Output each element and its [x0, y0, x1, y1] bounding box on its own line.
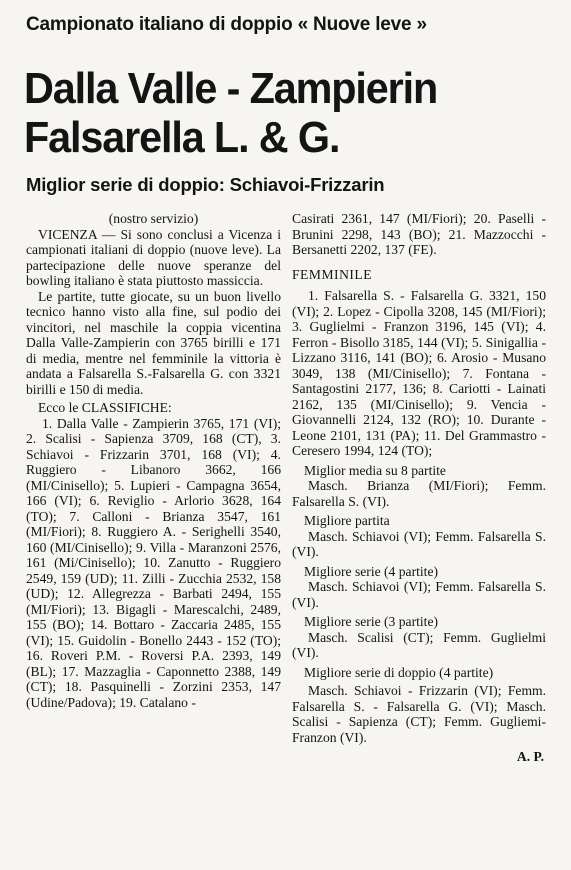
award-best-game	[292, 513, 546, 560]
subheadline: Miglior serie di doppio: Schiavoi-Frizzarin	[26, 174, 385, 195]
women-section-title: FEMMINILE	[292, 266, 373, 282]
award-title: Migliore serie di doppio (4 partite)	[304, 664, 494, 680]
author-signature: A. P.	[516, 749, 544, 764]
results-paragraph: Le partite, tutte giocate, su un buon livello tecnico hanno visto alla fine, sul podio dei vincitori, nel maschile la coppia vicentina Dalla Valle-Zampierin con 3765 birilli e 171 di media, mentre nel femminile la vittoria è andata a Falsarella S.-Falsarella G. con 3321 birilli e 150 di media.	[26, 288, 281, 397]
award-text: Masch. Schiavoi (VI); Femm. Falsarella S. (VI).	[292, 579, 546, 610]
award-title: Migliore serie (4 partite)	[304, 563, 438, 579]
award-best-doubles-series	[292, 665, 546, 746]
award-text: Masch. Scalisi (CT); Femm. Guglielmi (VI).	[292, 629, 546, 660]
award-text: Masch. Schiavoi (VI); Femm. Falsarella S. (VI).	[292, 528, 546, 559]
award-best-series-4	[292, 564, 546, 611]
service-note: (nostro servizio)	[108, 211, 199, 226]
award-title: Migliore partita	[304, 513, 390, 528]
award-title: Migliore serie (3 partite)	[304, 614, 438, 629]
headline-line-2: Falsarella L. & G.	[24, 113, 340, 162]
intro-paragraph: VICENZA — Si sono conclusi a Vicenza i campionati italiani di doppio (nuove leve). La partecipazione delle nuove speranze del bowling italiano è stata piuttosto massiccia.	[26, 226, 281, 288]
classifiche-intro: Ecco le CLASSIFICHE:	[38, 400, 172, 415]
headline	[24, 64, 532, 162]
right-column	[292, 211, 546, 765]
award-text: Masch. Schiavoi - Frizzarin (VI); Femm. Falsarella S. - Falsarella G. (VI); Masch. Scalisi - Sapienza (CT); Femm. Gugliemi-Franzon (VI).	[292, 683, 546, 745]
men-ranking: 1. Dalla Valle - Zampierin 3765, 171 (VI); 2. Scalisi - Sapienza 3709, 168 (CT), 3. Schiavoi - Frizzarin 3701, 168 (VI); 4. Ruggiero - Libanoro 3662, 166 (MI/Cinisello); 5. Lupieri - Campagna 3654, 166 (VI); 6. Reviglio - Arlorio 3628, 164 (TO); 7. Calloni - Brianza 3547, 161 (MI/Fiori); 8. Ruggiero A. - Serighelli 3540, 160 (MI/Cinisello); 9. Villa - Maranzoni 2576, 161 (Mi/Cinisello); 10. Zanutto - Ruggiero 2549, 159 (UD); 11. Zilli - Zucchia 2532, 158 (UD); 12. Allegrezza - Barbati 2494, 155 (MI/Fiori); 13. Bigagli - Marescalchi, 2489, 155 (BO); 14. Bottaro - Zaccaria 2485, 155 (VI); 15. Guidolin - Bonello 2443 - 152 (TO); 16. Roveri P.M. - Roversi P.A. 2393, 149 (BL); 17. Mazzaglia - Caponnetto 2388, 149 (CT); 18. Pasquinelli - Zorzini 2353, 147 (Udine/Padova); 19. Catalano -	[26, 415, 281, 710]
women-ranking: 1. Falsarella S. - Falsarella G. 3321, 150 (VI); 2. Lopez - Cipolla 3208, 145 (MI/Fiori); 3. Guglielmi - Franzon 3196, 145 (VI); 4. Ferron - Bisollo 3185, 144 (VI); 5. Sinigallia - Lizzano 3116, 141 (BO); 6. Arosio - Musano 3049, 138 (MI/Cinisello); 7. Fontana - Santagostini 2177, 136; 8. Cariotti - Lainati 2162, 135 (MI/Cinisello); 9. Vencia - Giovannelli 2124, 132 (RO); 10. Durante - Leone 2101, 131 (PA); 11. Del Grammastro - Ceresero 1994, 124 (TO);	[292, 288, 546, 458]
left-column	[26, 211, 281, 710]
kicker-title: Campionato italiano di doppio « Nuove leve »	[26, 14, 427, 35]
award-title: Miglior media su 8 partite	[304, 462, 446, 478]
award-best-series-3	[292, 614, 546, 661]
men-ranking-continued: Casirati 2361, 147 (MI/Fiori); 20. Paselli - Brunini 2298, 143 (BO); 21. Mazzocchi - Bersanetti 2202, 137 (FE).	[292, 211, 546, 257]
award-text: Masch. Brianza (MI/Fiori); Femm. Falsarella S. (VI).	[292, 478, 546, 509]
headline-line-1: Dalla Valle - Zampierin	[24, 64, 438, 113]
award-best-average	[292, 463, 546, 510]
